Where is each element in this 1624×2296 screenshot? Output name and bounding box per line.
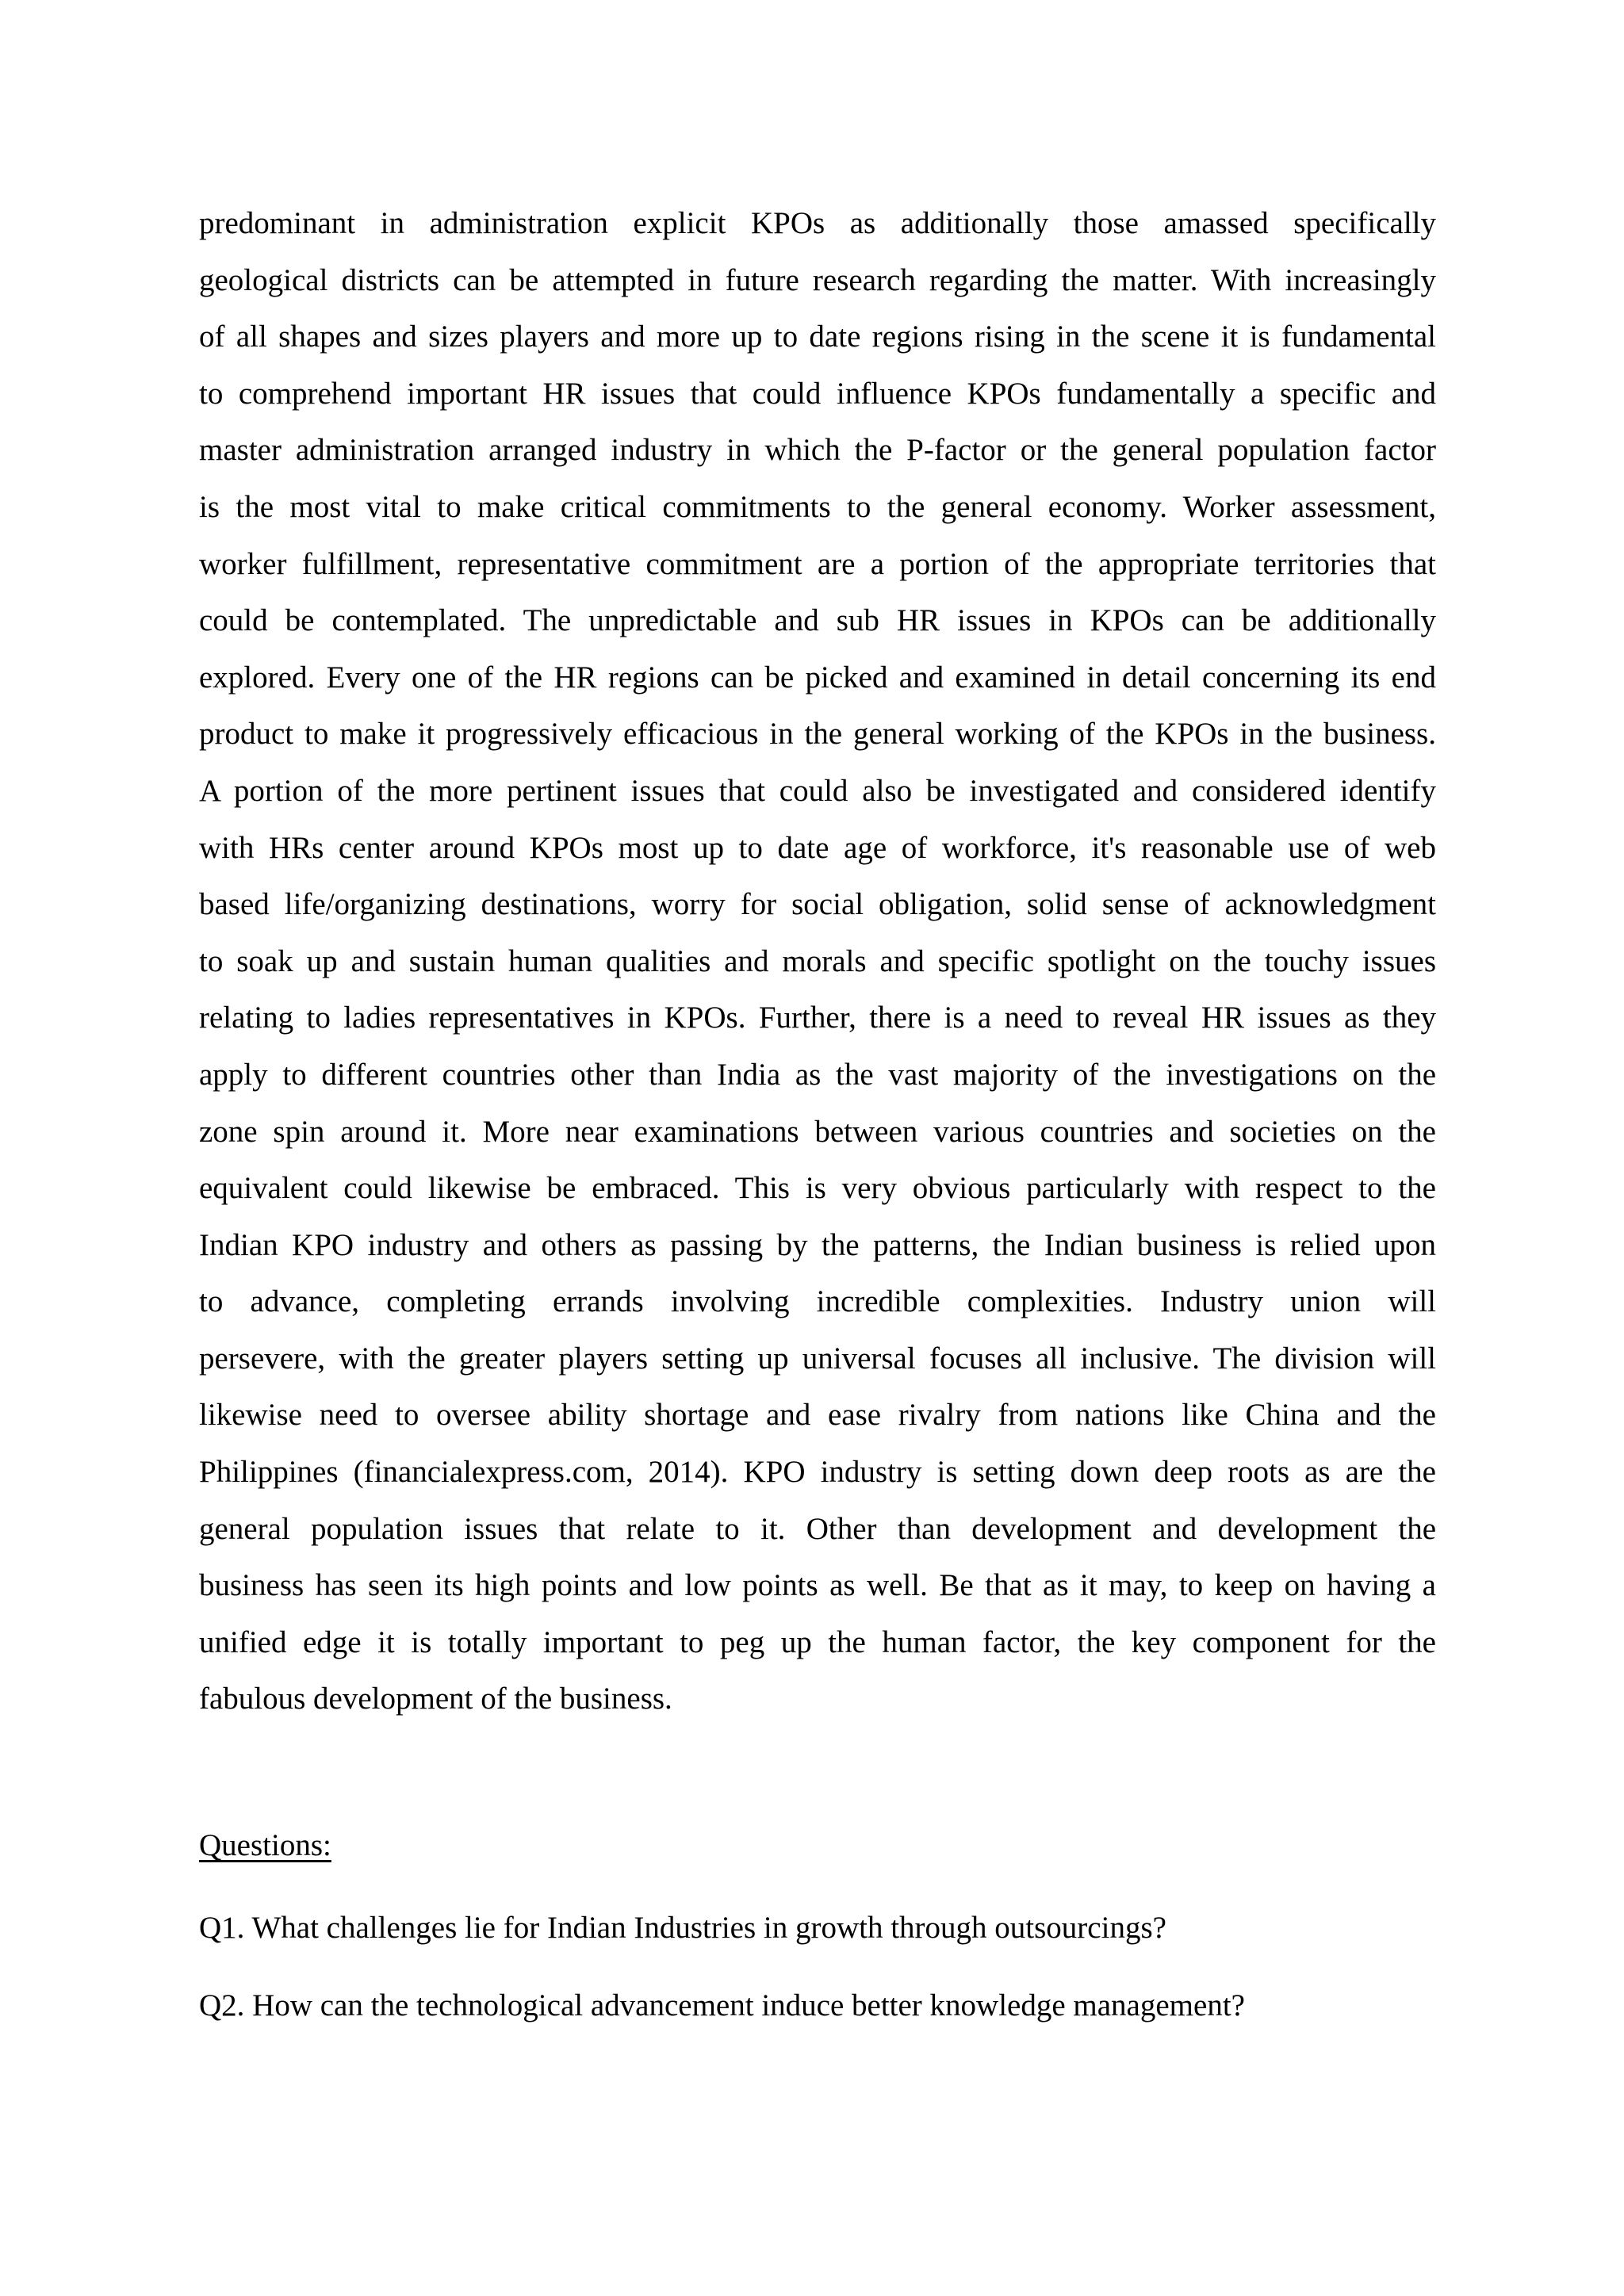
paragraph-line: apply to different countries other than India as the vast majority of the investigations on the	[199, 1057, 1436, 1092]
paragraph-line: predominant in administration explicit KPOs as additionally those amassed specifically	[199, 206, 1436, 240]
paragraph-line: zone spin around it. More near examinations between various countries and societies on the	[199, 1114, 1436, 1149]
paragraph-line: persevere, with the greater players setting up universal focuses all inclusive. The division will	[199, 1341, 1436, 1376]
paragraph-line: product to make it progressively efficacious in the general working of the KPOs in the business.	[199, 717, 1436, 752]
question-1: Q1. What challenges lie for Indian Industries in growth through outsourcings?	[199, 1911, 1166, 1945]
paragraph-line: explored. Every one of the HR regions can be picked and examined in detail concerning its end	[199, 660, 1436, 695]
paragraph-line: to advance, completing errands involving incredible complexities. Industry union will	[199, 1284, 1436, 1319]
paragraph-line: with HRs center around KPOs most up to date age of workforce, it's reasonable use of web	[199, 830, 1436, 865]
paragraph-line: to comprehend important HR issues that could influence KPOs fundamentally a specific and	[199, 376, 1436, 411]
paragraph-line: worker fulfillment, representative commitment are a portion of the appropriate territories that	[199, 546, 1436, 581]
paragraph-line: relating to ladies representatives in KPOs. Further, there is a need to reveal HR issues as they	[199, 1001, 1436, 1035]
question-2: Q2. How can the technological advancement induce better knowledge management?	[199, 1988, 1245, 2022]
paragraph-line: general population issues that relate to it. Other than development and development the	[199, 1511, 1436, 1546]
paragraph-line: master administration arranged industry in which the P-factor or the general population factor	[199, 433, 1436, 468]
paragraph-line: geological districts can be attempted in future research regarding the matter. With increasingly	[199, 262, 1436, 297]
paragraph-line: equivalent could likewise be embraced. This is very obvious particularly with respect to the	[199, 1171, 1436, 1206]
paragraph-line: is the most vital to make critical commitments to the general economy. Worker assessment,	[199, 489, 1436, 524]
paragraph-line: likewise need to oversee ability shortage and ease rivalry from nations like China and the	[199, 1398, 1436, 1433]
paragraph-line: based life/organizing destinations, worry for social obligation, solid sense of acknowledgment	[199, 887, 1436, 922]
paragraph-line: Indian KPO industry and others as passing by the patterns, the Indian business is relied upon	[199, 1227, 1436, 1262]
paragraph-line: of all shapes and sizes players and more up to date regions rising in the scene it is fundamental	[199, 320, 1436, 354]
body-paragraph	[199, 195, 1436, 1728]
paragraph-line: business has seen its high points and low points as well. Be that as it may, to keep on having a	[199, 1568, 1436, 1603]
paragraph-line: A portion of the more pertinent issues that could also be investigated and considered identify	[199, 773, 1436, 808]
paragraph-line: unified edge it is totally important to peg up the human factor, the key component for the	[199, 1624, 1436, 1659]
paragraph-line: Philippines (financialexpress.com, 2014). KPO industry is setting down deep roots as are the	[199, 1455, 1436, 1490]
paragraph-line: could be contemplated. The unpredictable and sub HR issues in KPOs can be additionally	[199, 603, 1436, 638]
questions-heading: Questions:	[199, 1828, 331, 1862]
paragraph-line: to soak up and sustain human qualities and morals and specific spotlight on the touchy issues	[199, 943, 1436, 978]
paragraph-line: fabulous development of the business.	[199, 1682, 672, 1716]
